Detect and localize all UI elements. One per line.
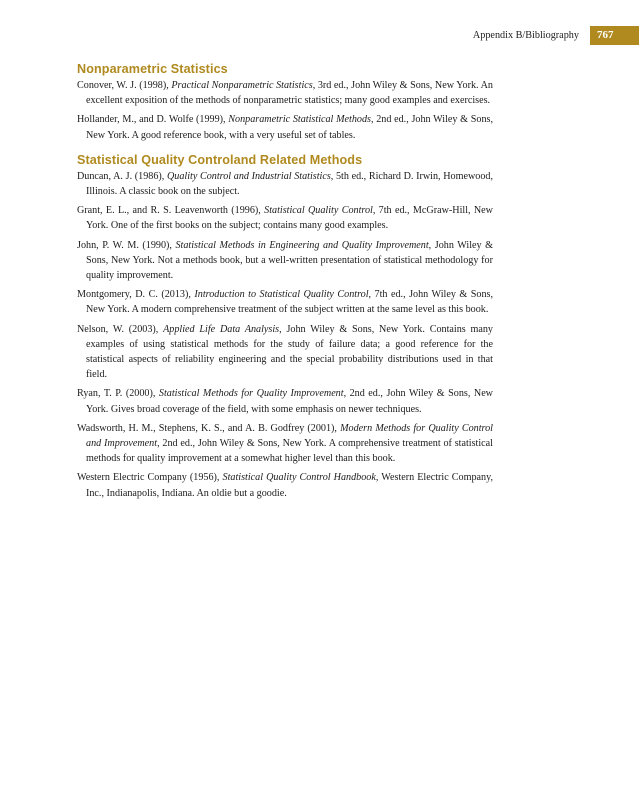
reference-entry: Duncan, A. J. (1986), Quality Control and Industrial Statistics, 5th ed., Richard D. Irwin, Homewood, Illinois. A classic book on the subject. (77, 170, 493, 198)
reference-entry: Grant, E. L., and R. S. Leavenworth (1996), Statistical Quality Control, 7th ed., McGraw-Hill, New York. One of the first books on the subject; contains many good examples. (77, 205, 493, 232)
bibliography-content (77, 62, 493, 505)
reference-entry: Hollander, M., and D. Wolfe (1999), Nonparametric Statistical Methods, 2nd ed., John Wiley & Sons, New York. A good reference book, with a very useful set of tables. (77, 114, 493, 141)
reference-entry: Wadsworth, H. M., Stephens, K. S., and A. B. Godfrey (2001), Modern Methods for Quality Control and Improvement, 2nd ed., John Wiley & Sons, New York. A comprehensive treatment of statistical methods for quality improvement at a somewhat higher level than this book. (77, 422, 493, 465)
page-number: 767 (590, 26, 639, 45)
reference-entry: Western Electric Company (1956), Statistical Quality Control Handbook, Western Electric Company, Inc., Indianapolis, Indiana. An oldie but a goodie. (77, 472, 494, 499)
reference-entry: John, P. W. M. (1990), Statistical Methods in Engineering and Quality Improvement, John Wiley & Sons, New York. Not a methods book, but a well-written presentation of statistical methodology for quality improvement. (77, 239, 494, 282)
reference-entry: Nelson, W. (2003), Applied Life Data Analysis, John Wiley & Sons, New York. Contains many examples of using statistical methods for the study of failure data; a good reference for the statistical aspects of reliability engineering and the special probability distributions used in that field. (77, 323, 493, 381)
section-heading-quality-control: Statistical Quality Controland Related Methods (77, 152, 363, 167)
running-head: Appendix B/Bibliography (472, 30, 579, 41)
section-heading-nonparametric: Nonparametric Statistics (77, 62, 228, 76)
reference-entry: Ryan, T. P. (2000), Statistical Methods for Quality Improvement, 2nd ed., John Wiley & Sons, New York. Gives broad coverage of the field, with some emphasis on newer techniques. (77, 388, 493, 415)
reference-entry: Montgomery, D. C. (2013), Introduction to Statistical Quality Control, 7th ed., John Wiley & Sons, New York. A modern comprehensive treatment of the subject written at the same level as this book. (77, 289, 493, 316)
reference-entry: Conover, W. J. (1998), Practical Nonparametric Statistics, 3rd ed., John Wiley & Sons, New York. An excellent exposition of the methods of nonparametric statistics; many good examples and exercises. (77, 80, 493, 107)
